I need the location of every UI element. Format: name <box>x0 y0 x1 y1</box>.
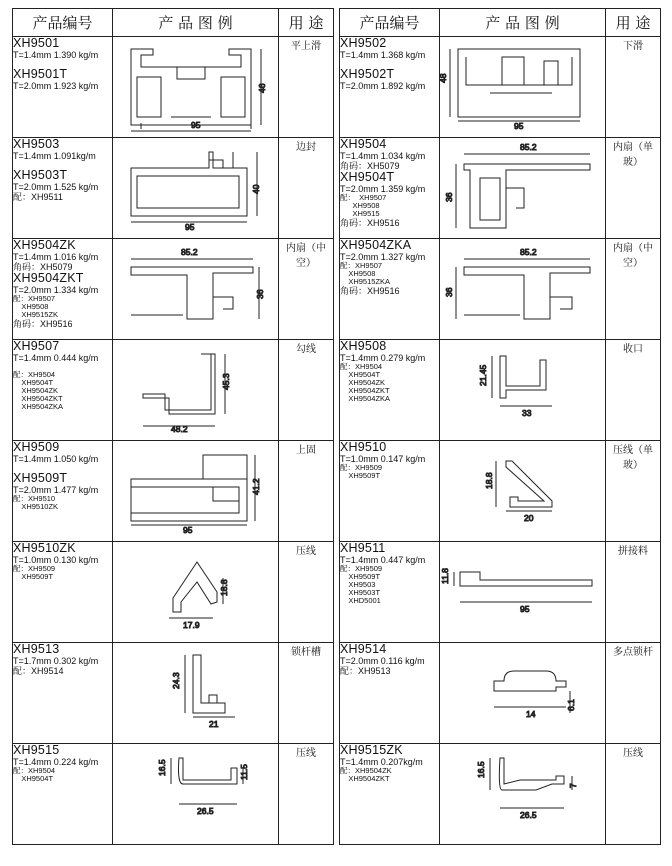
product-row <box>13 340 334 441</box>
product-spec: T=1.4mm 1.091kg/m <box>13 151 96 161</box>
dimension-label: 24.3 <box>171 672 181 689</box>
product-spec: T=2.0mm 1.525 kg/m <box>13 182 99 192</box>
profile-drawing <box>440 643 606 743</box>
product-spec: 配：XH9509 XH9509T <box>340 463 383 480</box>
product-code-cell <box>13 744 113 845</box>
profile-drawing-cell <box>113 441 279 542</box>
dimension-label: 17.9 <box>183 620 200 630</box>
header-use: 用 途 <box>606 9 661 37</box>
product-spec: 角码：XH9516 <box>340 218 400 228</box>
product-code-cell <box>13 542 113 643</box>
product-code: XH9503 <box>13 137 60 151</box>
product-spec: 角码：XH5079 <box>340 161 400 171</box>
product-spec: T=2.0mm 1.327 kg/m <box>340 252 426 262</box>
product-code-cell <box>340 542 440 643</box>
product-code-cell <box>340 643 440 744</box>
product-spec: T=1.4mm 1.390 kg/m <box>13 50 99 60</box>
product-spec: T=1.0mm 0.130 kg/m <box>13 555 99 565</box>
profile-drawing-cell <box>440 542 606 643</box>
product-spec: 配：XH9504ZK XH9504ZKT <box>340 766 392 783</box>
profile-drawing <box>113 542 279 642</box>
product-use: 下滑 <box>606 37 661 138</box>
profile-drawing <box>440 138 606 238</box>
product-row <box>13 138 334 239</box>
profile-drawing <box>440 441 606 541</box>
profile-drawing <box>113 37 279 137</box>
profile-drawing-cell <box>113 239 279 340</box>
profile-drawing-cell <box>440 37 606 138</box>
product-row <box>340 744 661 845</box>
product-code-cell <box>13 340 113 441</box>
product-row <box>340 441 661 542</box>
product-spec: T=2.0mm 0.116 kg/m <box>340 656 425 666</box>
product-spec: 配：XH9504 XH9504T XH9504ZK XH9504ZKT XH9504ZKA <box>13 370 64 411</box>
product-spec: T=1.4mm 0.207kg/m <box>340 757 423 767</box>
profile-drawing <box>440 340 606 440</box>
product-spec: T=2.0mm 1.477 kg/m <box>13 485 99 495</box>
product-use: 压线（单玻） <box>606 441 661 542</box>
product-row <box>13 542 334 643</box>
product-spec: 配：XH9513 <box>340 666 391 676</box>
product-use: 上固 <box>279 441 334 542</box>
product-spec: 配：XH9504 XH9504T <box>13 766 56 783</box>
dimension-label: 18.8 <box>484 472 494 489</box>
dimension-label: 21 <box>209 719 219 729</box>
profile-drawing-cell <box>440 340 606 441</box>
dimension-label: 95 <box>183 525 193 535</box>
profile-drawing <box>113 441 279 541</box>
profile-drawing-cell <box>113 542 279 643</box>
product-spec: T=1.4mm 1.034 kg/m <box>340 151 426 161</box>
product-code-cell <box>13 138 113 239</box>
product-spec: T=1.4mm 0.279 kg/m <box>340 353 426 363</box>
product-code: XH9509T <box>13 471 68 485</box>
dimension-label: 7 <box>568 783 578 788</box>
dimension-label: 85.2 <box>181 247 198 257</box>
product-spec: 配：XH9509 XH9509T <box>13 564 56 581</box>
product-code: XH9504T <box>340 170 395 184</box>
product-use: 内扇（单玻） <box>606 138 661 239</box>
dimension-label: 11.5 <box>239 764 249 780</box>
product-spec: 角码：XH9516 <box>13 319 73 329</box>
product-row <box>340 340 661 441</box>
profile-drawing-cell <box>113 138 279 239</box>
profile-drawing-cell <box>113 744 279 845</box>
product-code: XH9501 <box>13 36 60 50</box>
product-spec: 配： XH9507 XH9508 XH9515 <box>340 193 387 218</box>
header-code: 产品编号 <box>13 9 113 37</box>
profile-drawing-cell <box>440 138 606 239</box>
profile-drawing-cell <box>440 239 606 340</box>
product-use: 锁杆槽 <box>279 643 334 744</box>
dimension-label: 18.8 <box>219 579 229 596</box>
product-code: XH9510 <box>340 440 387 454</box>
product-spec: 角码：XH9516 <box>340 286 400 296</box>
product-code: XH9504ZKA <box>340 238 412 252</box>
dimension-label: 11.8 <box>440 568 450 584</box>
product-spec: T=1.0mm 0.147 kg/m <box>340 454 426 464</box>
product-code: XH9501T <box>13 67 68 81</box>
product-spec: T=1.4mm 1.368 kg/m <box>340 50 426 60</box>
profile-drawing <box>440 239 606 339</box>
product-code-cell <box>340 138 440 239</box>
product-code: XH9502 <box>340 36 387 50</box>
product-row <box>13 239 334 340</box>
product-spec: 配：XH9507 XH9508 XH9515ZKA <box>340 261 391 286</box>
product-code-cell <box>340 37 440 138</box>
dimension-label: 36 <box>444 287 454 297</box>
product-row <box>13 744 334 845</box>
dimension-label: 14 <box>526 709 536 719</box>
product-row <box>13 37 334 138</box>
product-code: XH9515ZK <box>340 743 403 757</box>
dimension-label: 20 <box>524 513 534 523</box>
product-row <box>13 643 334 744</box>
product-code: XH9508 <box>340 339 387 353</box>
product-use: 平上滑 <box>279 37 334 138</box>
product-spec: T=1.4mm 0.224 kg/m <box>13 757 99 767</box>
product-spec: T=2.0mm 1.359 kg/m <box>340 184 426 194</box>
profile-drawing <box>113 239 279 339</box>
product-code-cell <box>340 239 440 340</box>
product-use: 勾线 <box>279 340 334 441</box>
product-use: 压线 <box>279 744 334 845</box>
profile-drawing-cell <box>440 744 606 845</box>
product-code: XH9507 <box>13 339 60 353</box>
dimension-label: 95 <box>520 604 530 614</box>
product-code-cell <box>13 643 113 744</box>
product-use: 收口 <box>606 340 661 441</box>
product-use: 内扇（中空） <box>606 239 661 340</box>
profile-drawing <box>113 138 279 238</box>
product-spec: T=1.4mm 1.016 kg/m <box>13 252 99 262</box>
product-code-cell <box>340 441 440 542</box>
product-code-cell <box>13 239 113 340</box>
product-code-cell <box>13 37 113 138</box>
product-use: 拼接料 <box>606 542 661 643</box>
left-product-table <box>12 8 334 845</box>
profile-drawing-cell <box>113 643 279 744</box>
dimension-label: 36 <box>255 289 265 299</box>
dimension-label: 48.2 <box>171 424 188 434</box>
dimension-label: 21.45 <box>478 364 488 386</box>
product-spec: 配：XH9504 XH9504T XH9504ZK XH9504ZKT XH9504ZKA <box>340 362 391 403</box>
product-use: 压线 <box>606 744 661 845</box>
product-use: 压线 <box>279 542 334 643</box>
product-spec: 配：XH9507 XH9508 XH9515ZK <box>13 294 59 319</box>
dimension-label: 95 <box>514 121 524 131</box>
product-row <box>340 542 661 643</box>
product-row <box>340 138 661 239</box>
product-code-cell <box>340 744 440 845</box>
product-spec: T=1.7mm 0.302 kg/m <box>13 656 99 666</box>
product-row <box>340 37 661 138</box>
dimension-label: 46 <box>257 83 267 93</box>
product-spec: 角码：XH5079 <box>13 262 73 272</box>
profile-drawing <box>113 643 279 743</box>
profile-drawing <box>113 340 279 440</box>
dimension-label: 45.3 <box>221 373 231 390</box>
dimension-label: 40 <box>251 184 261 194</box>
dimension-label: 85.2 <box>520 142 537 152</box>
product-code: XH9503T <box>13 168 68 182</box>
product-code: XH9504 <box>340 137 387 151</box>
product-use: 多点锁杆 <box>606 643 661 744</box>
product-code: XH9509 <box>13 440 60 454</box>
right-product-table <box>339 8 661 845</box>
profile-drawing <box>440 37 606 137</box>
product-code: XH9502T <box>340 67 395 81</box>
product-row <box>13 441 334 542</box>
dimension-label: 26.5 <box>197 806 214 816</box>
dimension-label: 95 <box>191 120 201 130</box>
dimension-label: 95 <box>185 222 195 232</box>
product-code: XH9504ZK <box>13 238 76 252</box>
product-code: XH9513 <box>13 642 60 656</box>
profile-drawing <box>440 542 606 642</box>
header-use: 用 途 <box>279 9 334 37</box>
product-code: XH9515 <box>13 743 60 757</box>
profile-drawing-cell <box>440 441 606 542</box>
dimension-label: 33 <box>522 408 532 418</box>
profile-drawing <box>440 744 606 844</box>
dimension-label: 48 <box>438 73 448 83</box>
product-code-cell <box>13 441 113 542</box>
dimension-label: 16.5 <box>157 759 167 776</box>
product-spec: 配：XH9514 <box>13 666 64 676</box>
product-code: XH9504ZKT <box>13 271 84 285</box>
product-spec: T=1.4mm 0.447 kg/m <box>340 555 426 565</box>
header-code: 产品编号 <box>340 9 440 37</box>
header-drawing: 产 品 图 例 <box>440 9 606 37</box>
product-code-cell <box>340 340 440 441</box>
dimension-label: 85.2 <box>520 247 537 257</box>
profile-drawing-cell <box>113 37 279 138</box>
product-row <box>340 239 661 340</box>
product-spec: 配：XH9510 XH9510ZK <box>13 494 59 511</box>
product-spec: 配：XH9509 XH9509T XH9503 XH9503T XHD5001 <box>340 564 383 605</box>
product-spec: T=2.0mm 1.923 kg/m <box>13 81 99 91</box>
product-code: XH9510ZK <box>13 541 76 555</box>
product-spec: T=2.0mm 1.892 kg/m <box>340 81 426 91</box>
product-use: 边封 <box>279 138 334 239</box>
product-spec: T=2.0mm 1.334 kg/m <box>13 285 99 295</box>
product-code: XH9511 <box>340 541 386 555</box>
product-row <box>340 643 661 744</box>
product-spec: 配：XH9511 <box>13 192 63 202</box>
product-spec: T=1.4mm 0.444 kg/m <box>13 353 99 363</box>
dimension-label: 6.1 <box>566 699 576 711</box>
dimension-label: 36 <box>444 192 454 202</box>
profile-drawing-cell <box>440 643 606 744</box>
product-use: 内扇（中空） <box>279 239 334 340</box>
dimension-label: 26.5 <box>520 810 537 820</box>
product-spec: T=1.4mm 1.050 kg/m <box>13 454 99 464</box>
profile-drawing <box>113 744 279 844</box>
product-code: XH9514 <box>340 642 387 656</box>
dimension-label: 41.2 <box>251 478 261 495</box>
header-drawing: 产 品 图 例 <box>113 9 279 37</box>
profile-drawing-cell <box>113 340 279 441</box>
dimension-label: 16.5 <box>476 761 486 778</box>
